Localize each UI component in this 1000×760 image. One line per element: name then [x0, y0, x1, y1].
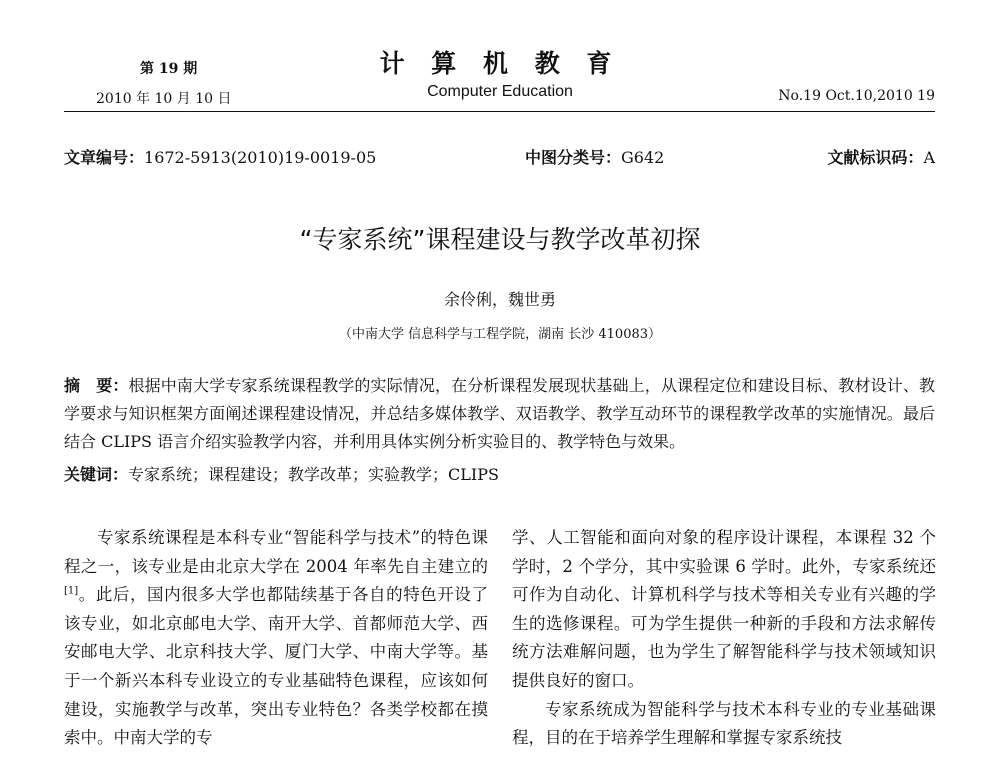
- document-code-label: 文献标识码：: [827, 148, 924, 167]
- affiliation: （中南大学 信息科学与工程学院，湖南 长沙 410083）: [338, 327, 662, 342]
- abstract-text: 根据中南大学专家系统课程教学的实际情况，在分析课程发展现状基础上，从课程定位和建设目标、教材设计、教学要求与知识框架方面阐述课程建设情况，并总结多媒体教学、双语教学、教学互动环节的课程教学改革的实施情况。最后结合 CLIPS 语言介绍实验教学内容，并利用具体实例分析实验目的、教学特色与效果。: [64, 376, 935, 451]
- keywords: [64, 462, 499, 485]
- authors: 余伶俐，魏世勇: [443, 290, 556, 309]
- citation-ref: [1]: [64, 585, 79, 597]
- document-code-value: A: [923, 148, 935, 167]
- header-issue-info: No.19 Oct.10,2010 19: [778, 88, 935, 104]
- journal-title-en: Computer Education: [427, 83, 573, 100]
- clc-label: 中图分类号：: [525, 148, 622, 167]
- clc-value: G642: [621, 148, 665, 167]
- abstract-label: 摘 要：: [64, 376, 129, 395]
- article-number-value: 1672-5913(2010)19-0019-05: [144, 148, 377, 167]
- header-date: 2010 年 10 月 10 日: [96, 91, 232, 107]
- article-title: “专家系统”课程建设与教学改革初探: [299, 225, 701, 254]
- body-text: 。此后，国内很多大学也都陆续基于各自的特色开设了该专业，如北京邮电大学、南开大学、首都师范大学、西安邮电大学、北京科技大学、厦门大学、中南大学等。基于一个新兴本科专业设立的专业基础特色课程，应该如何建设，实施教学与改革，突出专业特色？各类学校都在摸索中。中南大学的专: [64, 585, 488, 748]
- clc-number: [525, 145, 664, 168]
- document-code: [827, 145, 935, 168]
- journal-title-cn: 计 算 机 教 育: [379, 49, 621, 78]
- header-rule: [64, 111, 935, 112]
- body-paragraph: 专家系统成为智能科学与技术本科专业的专业基础课程，目的在于培养学生理解和掌握专家系统技: [512, 699, 936, 748]
- body-left-column: [64, 524, 488, 753]
- keywords-text: 专家系统；课程建设；教学改革；实验教学；CLIPS: [128, 465, 499, 484]
- body-paragraph: 学、人工智能和面向对象的程序设计课程，本课程 32 个学时，2 个学分，其中实验课 6 学时。此外，专家系统还可作为自动化、计算机科学与技术等相关专业有兴趣的学生的选修课程。可为学生提供一种新的手段和方法求解传统方法难解问题，也为学生了解智能科学与技术领域知识提供良好的窗口。: [512, 528, 936, 690]
- header-issue: 第 19 期: [140, 61, 198, 77]
- article-number: [64, 145, 376, 168]
- abstract: [64, 372, 935, 456]
- article-number-label: 文章编号：: [64, 148, 145, 167]
- body-text: 专家系统课程是本科专业“智能科学与技术”的特色课程之一，该专业是由北京大学在 2004 年率先自主建立的: [64, 528, 488, 576]
- body-right-column: [512, 524, 936, 753]
- body-paragraph: [64, 524, 488, 753]
- keywords-label: 关键词：: [64, 465, 129, 484]
